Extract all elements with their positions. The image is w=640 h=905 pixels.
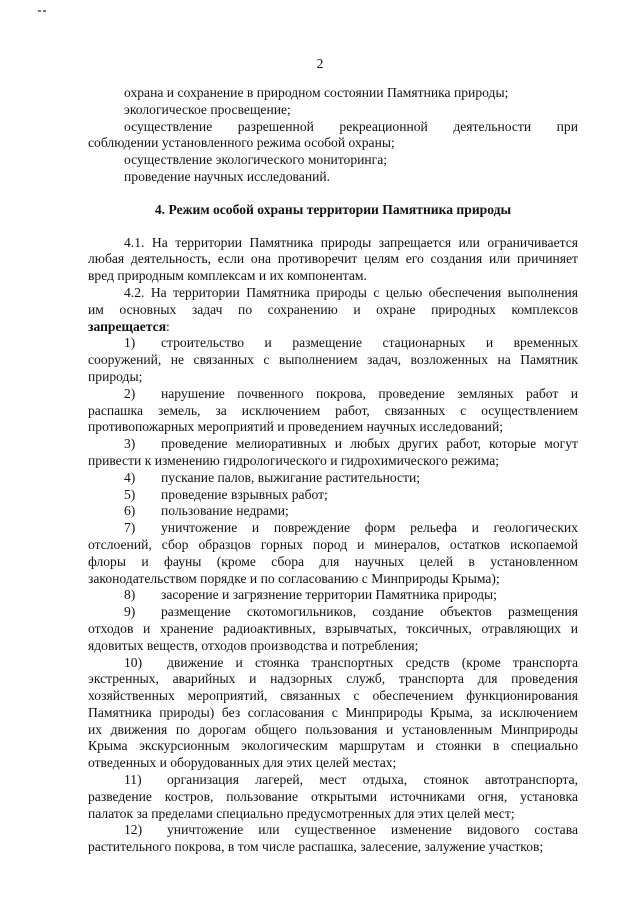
list-item-line: Крыма экскурсионным экологическим маршрутам и стоянки в специально <box>88 738 578 754</box>
paragraph-line: им основных задач по сохранению и охране природных комплексов <box>88 301 578 317</box>
scan-mark <box>38 0 52 3</box>
item-number: 4) <box>124 469 136 485</box>
item-number: 2) <box>124 385 136 401</box>
page-number: 2 <box>316 56 324 71</box>
paragraph-line: 4.2. На территории Памятника природы с целью обеспечения выполнения <box>124 284 578 300</box>
item-number: 10) <box>124 654 143 670</box>
list-item <box>88 436 578 453</box>
item-number: 5) <box>124 486 136 502</box>
item-text: проведение взрывных работ; <box>161 486 328 502</box>
intro-line: проведение научных исследований. <box>124 168 331 184</box>
list-item-line: природы; <box>88 368 143 384</box>
list-item-line: ядовитых веществ, отходов производства и потребления; <box>88 637 419 653</box>
item-number: 7) <box>124 520 136 536</box>
section-heading: 4. Режим особой охраны территории Памятника природы <box>154 201 512 217</box>
paragraph-line: любая деятельность, если она противоречит целям его создания или причиняет <box>88 251 578 267</box>
item-number: 8) <box>124 587 136 603</box>
list-item-line: сооружений, не связанных с выполнением задач, возложенных на Памятник <box>88 352 578 368</box>
intro-line: экологическое просвещение; <box>124 101 291 117</box>
list-item-line: разведение костров, пользование открытыми источниками огня, установка <box>88 788 578 804</box>
paragraph-line: 4.1. На территории Памятника природы запрещается или ограничивается <box>124 234 578 250</box>
item-text: строительство и размещение стационарных и временных <box>161 335 578 351</box>
colon: : <box>166 318 170 334</box>
list-item-line: законодательством порядке и по согласованию с Минприроды Крыма); <box>88 570 500 586</box>
item-text: уничтожение и повреждение форм рельефа и геологических <box>161 520 578 536</box>
item-number: 1) <box>124 335 136 351</box>
list-item <box>88 604 578 621</box>
item-number: 11) <box>124 772 142 788</box>
list-item-line: отходов и хранение радиоактивных, взрывчатых, токсичных, отравляющих и <box>88 620 578 636</box>
paragraph-line <box>88 319 578 336</box>
item-text: пользование недрами; <box>161 503 289 519</box>
item-text: уничтожение или существенное изменение видового состава <box>167 822 578 838</box>
list-item-line: противопожарных мероприятий и проведением научных исследований; <box>88 419 503 435</box>
list-item-line: их движения по дорогам общего пользования и установленным Минприроды <box>88 721 578 737</box>
list-item <box>88 520 578 537</box>
paragraph-line: вред природным комплексам и их компонентам. <box>88 268 367 284</box>
list-item-line: отведенных и оборудованных для этих целей местах; <box>88 755 397 771</box>
list-item-line: растительного покрова, в том числе распашка, залесение, залужение участков; <box>88 839 544 855</box>
prohibited-label: запрещается <box>88 318 167 334</box>
item-text: проведение мелиоративных и любых других работ, которые могут <box>161 436 578 452</box>
item-number: 3) <box>124 436 136 452</box>
list-item-line: хозяйственных мероприятий, связанных с обеспечением функционирования <box>88 688 578 704</box>
intro-line: охрана и сохранение в природном состоянии Памятника природы; <box>124 85 509 100</box>
document-body <box>88 85 578 856</box>
list-item <box>88 587 578 604</box>
list-item-line: отслоений, сбор образцов горных пород и минералов, остатков ископаемой <box>88 536 578 552</box>
list-item-line: привести к изменению гидрологического и гидрохимического режима; <box>88 452 500 468</box>
item-text: движение и стоянка транспортных средств (кроме транспорта <box>167 654 578 670</box>
list-item <box>88 503 578 520</box>
list-item <box>88 822 578 839</box>
list-item-line: распашка земель, за исключением работ, связанных с осуществлением <box>88 402 578 418</box>
list-item <box>88 655 578 672</box>
intro-line: осуществление экологического мониторинга; <box>124 152 388 168</box>
item-number: 6) <box>124 503 136 519</box>
item-number: 12) <box>124 822 143 838</box>
list-item-line: Памятника природы) без согласования с Минприроды Крыма, за исключением <box>88 704 578 720</box>
intro-line: соблюдении установленного режима особой охраны; <box>88 135 395 151</box>
item-text: нарушение почвенного покрова, проведение земляных работ и <box>161 385 578 401</box>
intro-line: осуществление разрешенной рекреационной деятельности при <box>124 118 578 134</box>
item-text: пускание палов, выжигание растительности; <box>161 469 421 485</box>
item-text: размещение скотомогильников, создание объектов размещения <box>161 604 578 620</box>
list-item <box>88 470 578 487</box>
list-item <box>88 386 578 403</box>
item-text: засорение и загрязнение территории Памятника природы; <box>161 587 497 603</box>
item-text: организация лагерей, мест отдыха, стоянок автотранспорта, <box>167 772 578 788</box>
item-number: 9) <box>124 604 136 620</box>
list-item <box>88 335 578 352</box>
list-item <box>88 487 578 504</box>
list-item-line: флоры и фауны (кроме сбора для научных целей в установленном <box>88 553 578 569</box>
list-item <box>88 772 578 789</box>
list-item-line: палаток за пределами специально предусмотренных для этих целей мест; <box>88 805 515 821</box>
list-item-line: экстренных, аварийных и надзорных служб, транспорта для проведения <box>88 671 578 687</box>
